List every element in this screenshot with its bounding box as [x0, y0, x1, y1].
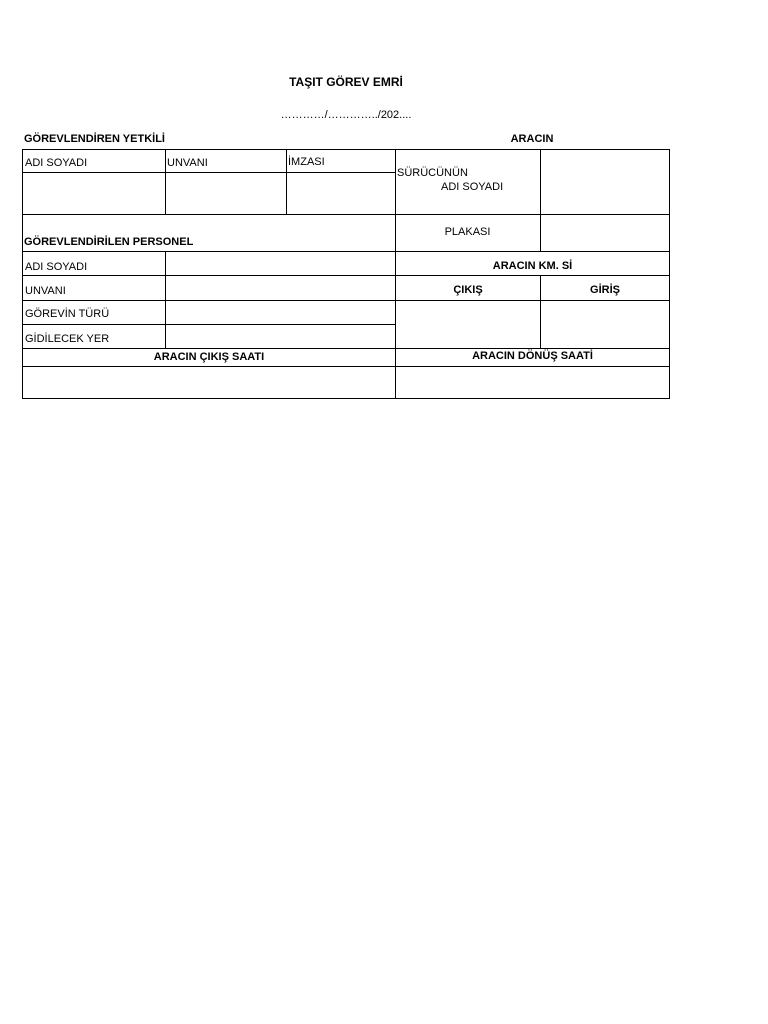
- departure-time-label: ARACIN ÇIKIŞ SAATI: [153, 351, 265, 363]
- authorizer-signature-label: İMZASI: [288, 156, 325, 168]
- km-exit-field[interactable]: [396, 301, 540, 348]
- departure-time-field[interactable]: [23, 367, 395, 398]
- authorizer-title-label: UNVANI: [167, 157, 208, 169]
- vehicle-heading: ARACIN: [510, 133, 554, 145]
- authorizer-title-field[interactable]: [166, 173, 286, 214]
- personnel-name-label: ADI SOYADI: [25, 261, 88, 273]
- personnel-title-field[interactable]: [166, 276, 395, 300]
- driver-label-line1: SÜRÜCÜNÜN: [397, 167, 468, 179]
- plate-field[interactable]: [541, 215, 669, 251]
- driver-label-line2: ADI SOYADI: [441, 181, 504, 193]
- authorizer-signature-field[interactable]: [287, 173, 395, 214]
- km-entry-label: GİRİŞ: [590, 284, 620, 296]
- driver-name-field[interactable]: [541, 150, 669, 214]
- return-time-label: ARACIN DÖNÜŞ SAATİ: [472, 350, 593, 362]
- task-type-label: GÖREVİN TÜRÜ: [25, 308, 110, 320]
- document-title: TAŞIT GÖREV EMRİ: [289, 75, 403, 89]
- personnel-title-label: UNVANI: [25, 285, 66, 297]
- plate-label: PLAKASI: [444, 226, 491, 238]
- km-heading: ARACIN KM. Sİ: [492, 260, 573, 272]
- task-type-field[interactable]: [166, 301, 395, 324]
- authorizer-heading: GÖREVLENDİREN YETKİLİ: [24, 133, 165, 145]
- personnel-heading: GÖREVLENDİRİLEN PERSONEL: [24, 236, 194, 248]
- km-entry-field[interactable]: [541, 301, 669, 348]
- authorizer-name-field[interactable]: [23, 173, 165, 214]
- destination-field[interactable]: [166, 325, 395, 348]
- personnel-name-field[interactable]: [166, 252, 395, 275]
- authorizer-name-label: ADI SOYADI: [25, 157, 88, 169]
- date-line: …………/…………../202....: [280, 109, 412, 121]
- km-exit-label: ÇIKIŞ: [453, 284, 483, 296]
- return-time-field[interactable]: [396, 367, 669, 398]
- destination-label: GİDİLECEK YER: [25, 333, 110, 345]
